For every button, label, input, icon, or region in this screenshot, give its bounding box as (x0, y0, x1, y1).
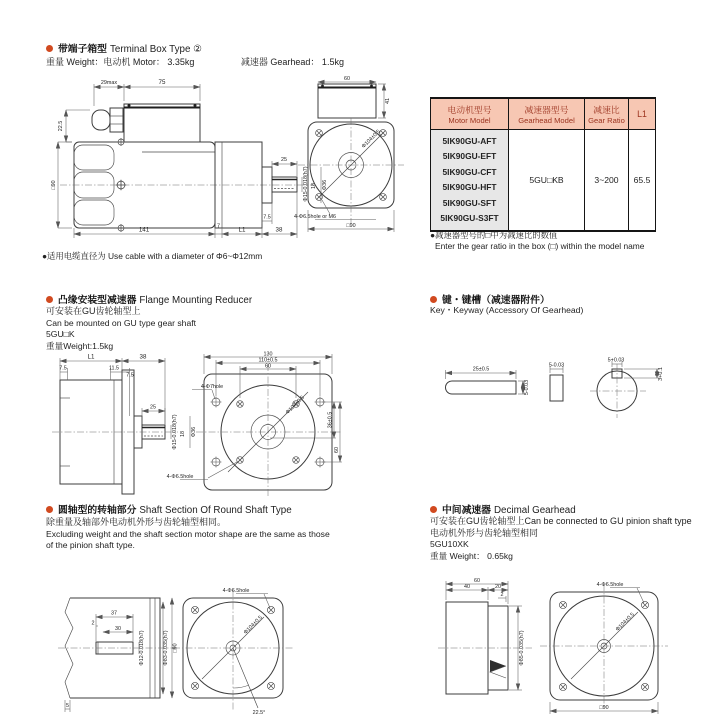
section-bullet-icon (46, 296, 53, 303)
text-line: Key・Keyway (Accessory Of Gearhead) (430, 305, 584, 315)
dim-label: 25±0.5 (472, 366, 490, 373)
cable-note: ●适用电缆直径为 Use cable with a diameter of Φ6~Φ12mm (42, 251, 263, 261)
section-bullet-icon (430, 506, 437, 513)
weight-motor: 重量 Weight：电动机 Motor： 3.35kg (46, 57, 195, 67)
dim-label: 4-Φ7hole (200, 384, 224, 390)
side-view-dimensions (51, 79, 328, 238)
dim-label: 110±0.5 (258, 357, 278, 364)
dim-label: 5+0.03 (607, 357, 625, 364)
dim-label: 4-Φ6.5hole (222, 588, 250, 594)
header-motor-model: 电动机型号 Motor Model (430, 99, 508, 129)
dim-label: Φ104±0.5 (614, 611, 636, 633)
side-view (438, 578, 532, 694)
table-header-row (430, 99, 656, 130)
section-view (58, 598, 179, 712)
header-l1: L1 (628, 99, 656, 129)
section-bullet-icon (430, 296, 437, 303)
table-row: 5IK90GU-SFT (442, 197, 497, 208)
section-title-en: Flange Mounting Reducer (139, 295, 253, 306)
dim-label: 3+0.1 (658, 367, 664, 381)
dim-label: Φ104±0.5 (360, 128, 382, 150)
dim-label: Φ104±0.5 (284, 394, 306, 416)
motor-model-list (430, 130, 508, 230)
section-bullet-icon (46, 506, 53, 513)
l1-value: 65.5 (628, 130, 656, 230)
flange-reducer-drawing (46, 352, 344, 502)
dim-label: 22.5° (252, 710, 266, 716)
dim-label: 60 (474, 578, 480, 584)
dim-label: 20 (495, 584, 501, 590)
section-bullet-icon (46, 45, 53, 52)
dim-label: 22.5 (58, 120, 64, 132)
decimal-gearhead-text (430, 516, 692, 562)
dim-label: Φ36 (191, 426, 197, 438)
table-row: 5IK90GU-AFT (442, 136, 497, 146)
section-title-zh: 带端子箱型 (58, 44, 107, 55)
dim-label: 7.5 (263, 214, 271, 221)
dim-label: Φ83-0.035(h7) (163, 630, 169, 666)
gearhead-model-value: 5GU□KB (508, 130, 584, 230)
dim-label: Φ104±0.5 (242, 614, 264, 636)
text-line: Excluding weight and the shaft section motor shape are the same as those (46, 528, 330, 539)
dim-label: 38 (275, 226, 283, 234)
dim-label: L1 (238, 226, 246, 234)
text-line: 5GU10XK (430, 539, 469, 549)
dim-label: Φ12-0.018(h7) (139, 630, 145, 666)
dim-label: Φ15-0.018(h7) (303, 166, 309, 202)
dim-label: 30 (115, 626, 121, 632)
dim-label: 5-0.03 (524, 379, 530, 396)
dim-label: 60 (265, 363, 271, 370)
section-title-zh: 键・键槽（减速器附件） (442, 295, 550, 306)
dim-label: 37 (111, 610, 117, 617)
table-note-en: Enter the gear ratio in the box (□) within the model name (435, 241, 645, 251)
dim-label: 7.5 (59, 365, 67, 372)
text-line: 5GU□K (46, 329, 75, 339)
dim-label: 18 (311, 183, 317, 189)
dim-label: 4-Φ6.5hole (596, 582, 624, 588)
shaft-keyway-view (590, 358, 664, 419)
table-note-zh: ●减速器型号的□中为减速比的数值 (430, 230, 558, 240)
dim-label: □90 (172, 643, 179, 653)
dim-label: 41 (385, 98, 391, 104)
header-gearhead-model: 减速器型号 Gearhead Model (508, 99, 584, 129)
table-row: 5IK90GU-EFT (442, 151, 497, 162)
section-title-en: Shaft Section Of Round Shaft Type (139, 505, 292, 516)
dim-label: Φ36 (322, 179, 328, 191)
section-title-zh: 凸缘安装型减速器 (58, 295, 137, 306)
dim-label: 2 (91, 620, 95, 627)
decimal-gearhead-drawing (432, 576, 690, 718)
dim-label: 60 (334, 447, 340, 453)
section-title-en: Decimal Gearhead (493, 505, 576, 516)
round-shaft-text (46, 517, 330, 552)
dim-label: 40 (464, 584, 470, 590)
text-line: of the pinion shaft type. (46, 540, 135, 550)
dim-label: 7.5 (126, 372, 134, 379)
text-line: 可安装在GU齿轮轴型上Can be connected to GU pinion shaft type (430, 516, 692, 526)
table-row: 5IK90GU-CFT (442, 166, 497, 177)
dim-label: 38 (139, 353, 147, 361)
key-keyway-drawing (432, 334, 697, 424)
dim-label: □90 (599, 705, 609, 711)
text-line: 重量 Weight： 0.65kg (430, 550, 513, 561)
table-row: 5IK90GU-HFT (442, 182, 497, 193)
dim-label: Φ15-0.018(h7) (172, 414, 178, 450)
table-body-row (430, 130, 656, 230)
dim-label: 130 (263, 351, 273, 358)
section-title-key-keyway (430, 292, 550, 306)
section-title-en: Terminal Box Type ② (109, 44, 202, 55)
dim-label: 25 (281, 157, 287, 163)
dim-label: 141 (138, 226, 150, 234)
section-title-decimal-gearhead (430, 502, 576, 516)
text-line: 重量Weight:1.5kg (46, 340, 114, 351)
section-title-terminal-box (46, 41, 202, 55)
key-keyway-subtitle (430, 305, 583, 317)
front-view-dimensions (167, 352, 342, 481)
dim-label: 60 (344, 76, 350, 82)
front-view (173, 588, 293, 716)
weight-line (46, 55, 344, 68)
dim-label: 5 (66, 703, 69, 709)
dim-label: 18 (180, 431, 186, 437)
front-view (540, 582, 668, 714)
round-shaft-drawing (46, 562, 294, 717)
front-view (294, 76, 404, 232)
side-view (52, 370, 178, 494)
text-line: Can be mounted on GU type gear shaft (46, 317, 197, 328)
key-end-view (549, 363, 564, 402)
header-gear-ratio: 减速比 Gear Ratio (584, 99, 628, 129)
gear-ratio-value: 3~200 (584, 130, 628, 230)
dim-label: L1 (87, 353, 95, 361)
dim-label: 4-Φ6.5hole or M6 (293, 214, 337, 220)
dim-label: □90 (51, 180, 57, 190)
text-line: 可安装在GU齿轮轴型上 (46, 306, 141, 316)
flange-reducer-text (46, 306, 196, 352)
weight-gearhead: 减速器 Gearhead： 1.5kg (240, 57, 344, 67)
dim-label: 7 (217, 223, 220, 230)
dim-label: 75 (158, 79, 166, 86)
table-note (430, 230, 644, 252)
dim-label: 2 (500, 592, 504, 598)
dim-label: 5-0.03 (548, 362, 565, 369)
section-title-zh: 圆轴型的转轴部分 (58, 505, 137, 516)
dim-label: 36±0.5 (327, 411, 334, 429)
side-view (60, 104, 314, 232)
text-line: 电动机外形与齿轮轴型相同 (430, 527, 539, 538)
terminal-box-motor-drawing (46, 76, 396, 248)
section-title-zh: 中间减速器 (442, 505, 491, 516)
key-side-view (446, 367, 531, 396)
section-title-round-shaft (46, 502, 292, 516)
section-title-flange-reducer (46, 292, 252, 306)
dim-label: 4-Φ6.5hole (166, 474, 194, 480)
model-spec-table (430, 97, 656, 232)
dim-label: 29max (100, 80, 118, 86)
side-view-dimensions (59, 354, 197, 450)
dim-label: 25 (150, 404, 156, 411)
dim-label: 11.5 (108, 365, 120, 372)
table-row: 5IK90GU-S3FT (440, 213, 499, 224)
dim-label: Φ85-0.035(h7) (519, 630, 525, 666)
dim-label: □90 (346, 223, 356, 229)
text-line: 除重量及轴部外电动机外形与齿轮轴型相同。 (46, 517, 227, 527)
